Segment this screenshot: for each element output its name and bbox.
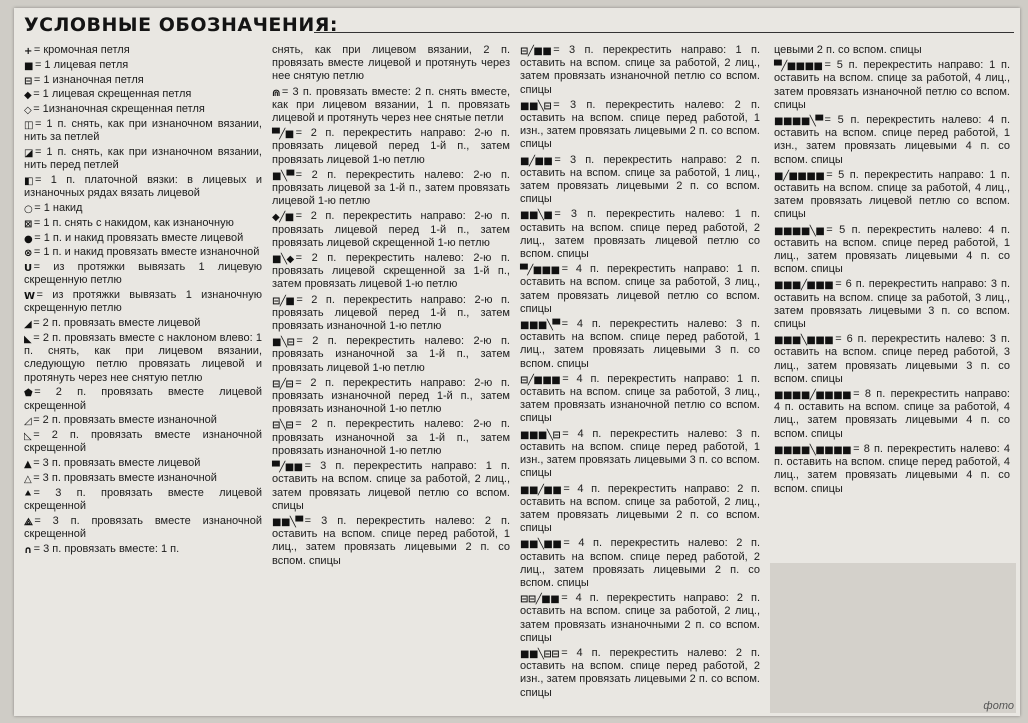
blank-area [770, 563, 1016, 713]
stitch-symbol-icon: ◣ [24, 333, 32, 345]
stitch-symbol-icon: ▀╱■■■ [520, 265, 560, 277]
legend-text: = из протяжки вывязать 1 изнаночную скрещенную петлю [24, 289, 262, 315]
legend-text: = 2 п. перекрестить налево: 2-ю п. провязать лицевой за 1-й п., затем провязать лицевой 1-ю петлю [272, 168, 510, 208]
stitch-symbol-icon: ■╲◆ [272, 254, 294, 266]
legend-text: = 8 п. перекрестить направо: 4 п. оставить на вспом. спице за работой, 4 лиц., затем провязать лицевыми 4 п. со вспом. спицы [774, 388, 1010, 440]
legend-text: = 3 п. провязать вместе изнаночной скрещенной [24, 514, 262, 540]
legend-entry [774, 169, 1010, 222]
legend-text: = 1 п. снять, как при изнаночном вязании, нить перед петлей [24, 145, 262, 172]
legend-text: = 1 лицевая петля [34, 58, 129, 71]
legend-page [14, 8, 1020, 716]
legend-text: = 1 накид [34, 201, 83, 214]
legend-text: = 4 п. перекрестить налево: 3 п. оставить на вспом. спице перед работой, 1 лиц., затем провязать лицевыми 3 п. со вспом. спицы [520, 318, 760, 370]
legend-text: = 5 п. перекрестить направо: 1 п. оставить на вспом. спице за работой, 4 лиц., затем провязать изнаночной петлю со вспом. спицы [774, 59, 1010, 111]
legend-entry [272, 515, 510, 568]
stitch-symbol-icon: ▲ [24, 459, 32, 471]
legend-text: = 4 п. перекрестить налево: 2 п. оставить на вспом. спице перед работой, 2 изн., затем провязать лицевыми 2 п. со вспом. спицы [520, 646, 760, 699]
legend-entry [272, 127, 510, 167]
stitch-symbol-icon: ◫ [24, 119, 33, 131]
stitch-symbol-icon: ■■╲■■ [520, 539, 562, 551]
legend-text: = 3 п. перекрестить налево: 1 п. оставить на вспом. спице перед работой, 2 лиц., затем провязать лицевой петлю со вспом. спицы [520, 208, 760, 261]
legend-entry [24, 543, 262, 556]
legend-text: = 1 п. и накид провязать вместе лицевой [34, 231, 244, 244]
legend-text: = 3 п. провязать вместе лицевой [33, 457, 201, 470]
stitch-symbol-icon: ⊠ [24, 218, 32, 230]
stitch-symbol-icon: ⊟╱■■■ [520, 374, 561, 386]
stitch-symbol-icon: ⊟⊟╱■■ [520, 594, 560, 606]
legend-entry [24, 457, 262, 470]
legend-text: = 2 п. провязать вместе лицевой [33, 317, 201, 330]
legend-entry [24, 289, 262, 315]
legend-entry [774, 443, 1010, 496]
legend-entry [24, 472, 262, 485]
legend-entry [24, 261, 262, 287]
legend-text: = 3 п. провязать вместе лицевой скрещенной [24, 486, 262, 512]
legend-entry [272, 44, 510, 84]
stitch-symbol-icon: ■■■■╲■ [774, 225, 825, 237]
stitch-symbol-icon: ■╱■■■■ [774, 170, 825, 182]
legend-entry [774, 224, 1010, 277]
legend-text: = 1изнаночная скрещенная петля [33, 103, 205, 116]
legend-text: = 4 п. перекрестить налево: 3 п. оставить на вспом. спице перед работой, 1 изн., затем провязать лицевыми 3 п. со вспом. спицы [520, 427, 760, 480]
stitch-symbol-icon: ■■╲⊟ [520, 100, 552, 112]
legend-entry [520, 647, 760, 700]
legend-text: = 6 п. перекрестить направо: 3 п. оставить на вспом. спице за работой, 3 лиц., затем провязать лицевыми 3 п. со вспом. спицы [774, 278, 1010, 331]
legend-entry [24, 429, 262, 455]
legend-entry [24, 146, 262, 172]
legend-text: = 1 п. и накид провязать вместе изнаночной [33, 246, 260, 259]
stitch-symbol-icon: ⯅ [24, 488, 32, 500]
legend-text: = 4 п. перекрестить направо: 2 п. оставить на вспом. спице за работой, 2 лиц., затем провязать изнаночными 2 п. со вспом. спицы [520, 592, 760, 644]
legend-text: = 4 п. перекрестить направо: 1 п. оставить на вспом. спице за работой, 3 лиц., затем провязать изнаночной петлю со вспом. спицы [520, 372, 760, 425]
legend-entry [774, 388, 1010, 441]
stitch-symbol-icon: ⋒ [272, 87, 280, 99]
stitch-symbol-icon: ⊗ [24, 248, 32, 260]
legend-entry [24, 414, 262, 427]
legend-entry [520, 154, 760, 207]
legend-text: = 1 изнаночная петля [33, 73, 144, 86]
legend-entry [774, 59, 1010, 112]
legend-text: = из протяжки вывязать 1 лицевую скрещенную петлю [24, 261, 262, 287]
legend-text: = 2 п. перекрестить направо: 2-ю п. провязать лицевой перед 1-й п., затем провязать лицевой 1-ю петлю [272, 127, 510, 166]
stitch-symbol-icon: ■╲▀ [272, 170, 294, 182]
stitch-symbol-icon: ■■╲■ [520, 210, 553, 222]
stitch-symbol-icon: ◇ [24, 105, 32, 117]
stitch-symbol-icon: ■■■■╲▀ [774, 116, 823, 128]
legend-entry [520, 44, 760, 97]
legend-entry [774, 44, 1010, 57]
legend-text: цевыми 2 п. со вспом. спицы [774, 44, 922, 56]
legend-entry [520, 428, 760, 481]
stitch-symbol-icon: ⊟╱■■ [520, 46, 552, 57]
legend-entry [24, 317, 262, 330]
legend-text: = 4 п. перекрестить налево: 2 п. оставить на вспом. спице перед работой, 2 лиц., затем провязать лицевыми 2 п. со вспом. спицы [520, 537, 760, 589]
legend-text: = 2 п. перекрестить направо: 2-ю п. провязать лицевой перед 1-й п., затем провязать лицевой скрещенной 1-ю петлю [272, 210, 510, 249]
legend-text: = 3 п. перекрестить направо: 2 п. оставить на вспом. спице за работой, 1 лиц., затем провязать лицевыми 2 п. со вспом. спицы [520, 153, 760, 206]
page-title: УСЛОВНЫЕ ОБОЗНАЧЕНИЯ: [24, 14, 338, 36]
stitch-symbol-icon: ■■■╲▀ [520, 320, 560, 332]
stitch-symbol-icon: ◆╱■ [272, 212, 294, 224]
legend-text: = 6 п. перекрестить налево: 3 п. оставить на вспом. спице перед работой, 3 лиц., затем провязать лицевыми 3 п. со вспом. спицы [774, 333, 1010, 385]
legend-text: = 1 п. платочной вязки: в лицевых и изнаночных рядах вязать лицевой [24, 173, 262, 200]
stitch-symbol-icon: U [24, 263, 32, 275]
legend-entry [520, 537, 760, 590]
legend-text: = кромочная петля [33, 44, 130, 56]
legend-text: снять, как при лицевом вязании, 2 п. провязать вместе лицевой и протянуть через нее снятую петлю [272, 44, 510, 83]
legend-entry [24, 232, 262, 245]
legend-entry [272, 418, 510, 458]
stitch-symbol-icon: ◆ [24, 90, 32, 102]
legend-entry [272, 294, 510, 334]
stitch-symbol-icon: W [24, 291, 35, 303]
stitch-symbol-icon: ○ [24, 203, 33, 215]
legend-column-2 [272, 44, 510, 570]
stitch-symbol-icon: △ [24, 473, 32, 485]
legend-text: = 2 п. провязать вместе изнаночной [33, 414, 217, 427]
legend-entry [24, 74, 262, 87]
legend-column-3 [520, 44, 760, 702]
legend-entry [520, 373, 760, 426]
legend-entry [272, 169, 510, 209]
legend-text: = 3 п. провязать вместе изнаночной [33, 471, 217, 484]
legend-entry [520, 208, 760, 261]
stitch-symbol-icon: ▀╱■ [272, 129, 294, 141]
stitch-symbol-icon: ◪ [24, 147, 33, 159]
legend-text: = 3 п. провязать вместе: 1 п. [33, 542, 180, 555]
stitch-symbol-icon: ■■■╲⊟ [520, 429, 561, 441]
legend-column-4 [774, 44, 1010, 498]
legend-entry [520, 318, 760, 371]
legend-text: = 2 п. провязать вместе лицевой скрещенной [24, 386, 262, 412]
legend-entry [24, 103, 262, 116]
legend-text: = 8 п. перекрестить налево: 4 п. оставить на вспом. спице перед работой, 4 лиц., затем провязать лицевыми 4 п. со вспом. спицы [774, 442, 1010, 495]
stitch-symbol-icon: ⊟╱⊟ [272, 378, 294, 390]
legend-text: = 2 п. перекрестить налево: 2-ю п. провязать лицевой скрещенной за 1-й п., затем провязать лицевой 1-ю петлю [272, 252, 510, 291]
legend-column-1 [24, 44, 262, 558]
legend-text: = 5 п. перекрестить налево: 4 п. оставить на вспом. спице перед работой, 1 изн., затем провязать лицевыми 4 п. со вспом. спицы [774, 114, 1010, 166]
legend-entry [272, 460, 510, 513]
legend-text: = 3 п. перекрестить налево: 2 п. оставить на вспом. спице перед работой, 1 изн., затем провязать лицевыми 2 п. со вспом. спицы [520, 98, 760, 151]
stitch-symbol-icon: ■■■■╱■■■■ [774, 390, 852, 402]
legend-text: = 2 п. перекрестить направо: 2-ю п. провязать изнаночной перед 1-й п., затем провязать изнаночной 1-ю петлю [272, 376, 510, 416]
legend-entry [272, 377, 510, 417]
stitch-symbol-icon: ◢ [24, 319, 32, 331]
stitch-symbol-icon: ⬟ [24, 388, 33, 400]
legend-entry [520, 263, 760, 316]
legend-entry [272, 210, 510, 250]
legend-entry [520, 99, 760, 152]
legend-entry [24, 332, 262, 385]
legend-entry [520, 483, 760, 536]
stitch-symbol-icon: ⟁ [24, 516, 33, 528]
legend-entry [520, 592, 760, 645]
stitch-symbol-icon: ◿ [24, 416, 32, 428]
legend-text: = 3 п. перекрестить направо: 1 п. оставить на вспом. спице за работой, 2 лиц., затем провязать изнаночной петлю со вспом. спицы [520, 44, 760, 96]
stitch-symbol-icon: + [24, 46, 32, 57]
legend-text: = 3 п. перекрестить направо: 1 п. оставить на вспом. спице за работой, 2 лиц., затем провязать лицевой петлю со вспом. спицы [272, 460, 510, 512]
legend-entry [272, 335, 510, 375]
legend-text: = 3 п. перекрестить налево: 2 п. оставить на вспом. спице перед работой, 1 лиц., затем провязать лицевыми 2 п. со вспом. спицы [272, 514, 510, 567]
legend-entry [24, 174, 262, 200]
legend-entry [24, 246, 262, 259]
stitch-symbol-icon: ⊟╱■ [272, 295, 295, 307]
title-underline [314, 32, 1014, 33]
legend-text: = 2 п. провязать вместе с наклоном влево: 1 п. снять, как при лицевом вязании, следующую петлю провязать лицевой и протянуть через нее снятую петлю [24, 331, 262, 384]
legend-entry [24, 59, 262, 72]
legend-entry [24, 487, 262, 513]
legend-text: = 1 лицевая скрещенная петля [33, 88, 192, 101]
legend-entry [774, 114, 1010, 167]
stitch-symbol-icon: ■■╲▀ [272, 516, 303, 528]
legend-text: = 4 п. перекрестить направо: 2 п. оставить на вспом. спице за работой, 2 лиц., затем провязать лицевыми 2 п. со вспом. спицы [520, 482, 760, 535]
stitch-symbol-icon: ∩ [24, 544, 32, 556]
stitch-symbol-icon: ■■╱■■ [520, 484, 562, 496]
legend-entry [24, 202, 262, 215]
stitch-symbol-icon: ■■■╱■■■ [774, 280, 834, 292]
stitch-symbol-icon: ◺ [24, 431, 32, 443]
stitch-symbol-icon: ◧ [24, 175, 33, 187]
legend-entry [24, 386, 262, 412]
legend-text: = 2 п. перекрестить направо: 2-ю п. провязать лицевой перед 1-й п., затем провязать изнаночной 1-ю петлю [272, 293, 510, 333]
legend-entry [272, 86, 510, 126]
legend-text: = 2 п. провязать вместе изнаночной скрещенной [24, 429, 262, 455]
legend-entry [24, 118, 262, 144]
stitch-symbol-icon: ● [24, 233, 33, 245]
legend-entry [24, 217, 262, 230]
stitch-symbol-icon: ■■■■╲■■■■ [774, 444, 852, 456]
legend-entry [24, 515, 262, 541]
stitch-symbol-icon: ■■╲⊟⊟ [520, 648, 560, 660]
legend-entry [24, 88, 262, 101]
legend-entry [24, 44, 262, 57]
legend-text: = 5 п. перекрестить направо: 1 п. оставить на вспом. спице за работой, 4 лиц., затем провязать лицевой петлю со вспом. спицы [774, 168, 1010, 221]
legend-text: = 1 п. снять с накидом, как изнаночную [33, 216, 234, 229]
legend-text: = 2 п. перекрестить налево: 2-ю п. провязать изнаночной за 1-й п., затем провязать изнаночной 1-ю петлю [272, 418, 510, 457]
legend-text: = 5 п. перекрестить налево: 4 п. оставить на вспом. спице перед работой, 1 лиц., затем провязать лицевыми 4 п. со вспом. спицы [774, 223, 1010, 276]
stitch-symbol-icon: ▀╱■■ [272, 462, 303, 474]
legend-entry [272, 252, 510, 292]
legend-entry [774, 333, 1010, 386]
stitch-symbol-icon: ■╱■■ [520, 155, 553, 167]
stitch-symbol-icon: ■■■╲■■■ [774, 335, 834, 347]
stitch-symbol-icon: ■ [24, 60, 33, 72]
legend-text: = 1 п. снять, как при изнаночном вязании, нить за петлей [24, 117, 262, 144]
stitch-symbol-icon: ▀╱■■■■ [774, 61, 823, 73]
legend-entry [774, 278, 1010, 331]
legend-text: = 4 п. перекрестить направо: 1 п. оставить на вспом. спице за работой, 3 лиц., затем провязать лицевой петлю со вспом. спицы [520, 263, 760, 315]
stitch-symbol-icon: ⊟╲⊟ [272, 420, 294, 432]
stitch-symbol-icon: ■╲⊟ [272, 337, 295, 349]
watermark: фото [983, 700, 1014, 712]
legend-text: = 3 п. провязать вместе: 2 п. снять вместе, как при лицевом вязании, 1 п. провязать лицевой и протянуть через нее снятые петли [272, 85, 510, 125]
stitch-symbol-icon: ⊟ [24, 75, 32, 87]
legend-text: = 2 п. перекрестить налево: 2-ю п. провязать изнаночной за 1-й п., затем провязать лицевой 1-ю петлю [272, 335, 510, 374]
